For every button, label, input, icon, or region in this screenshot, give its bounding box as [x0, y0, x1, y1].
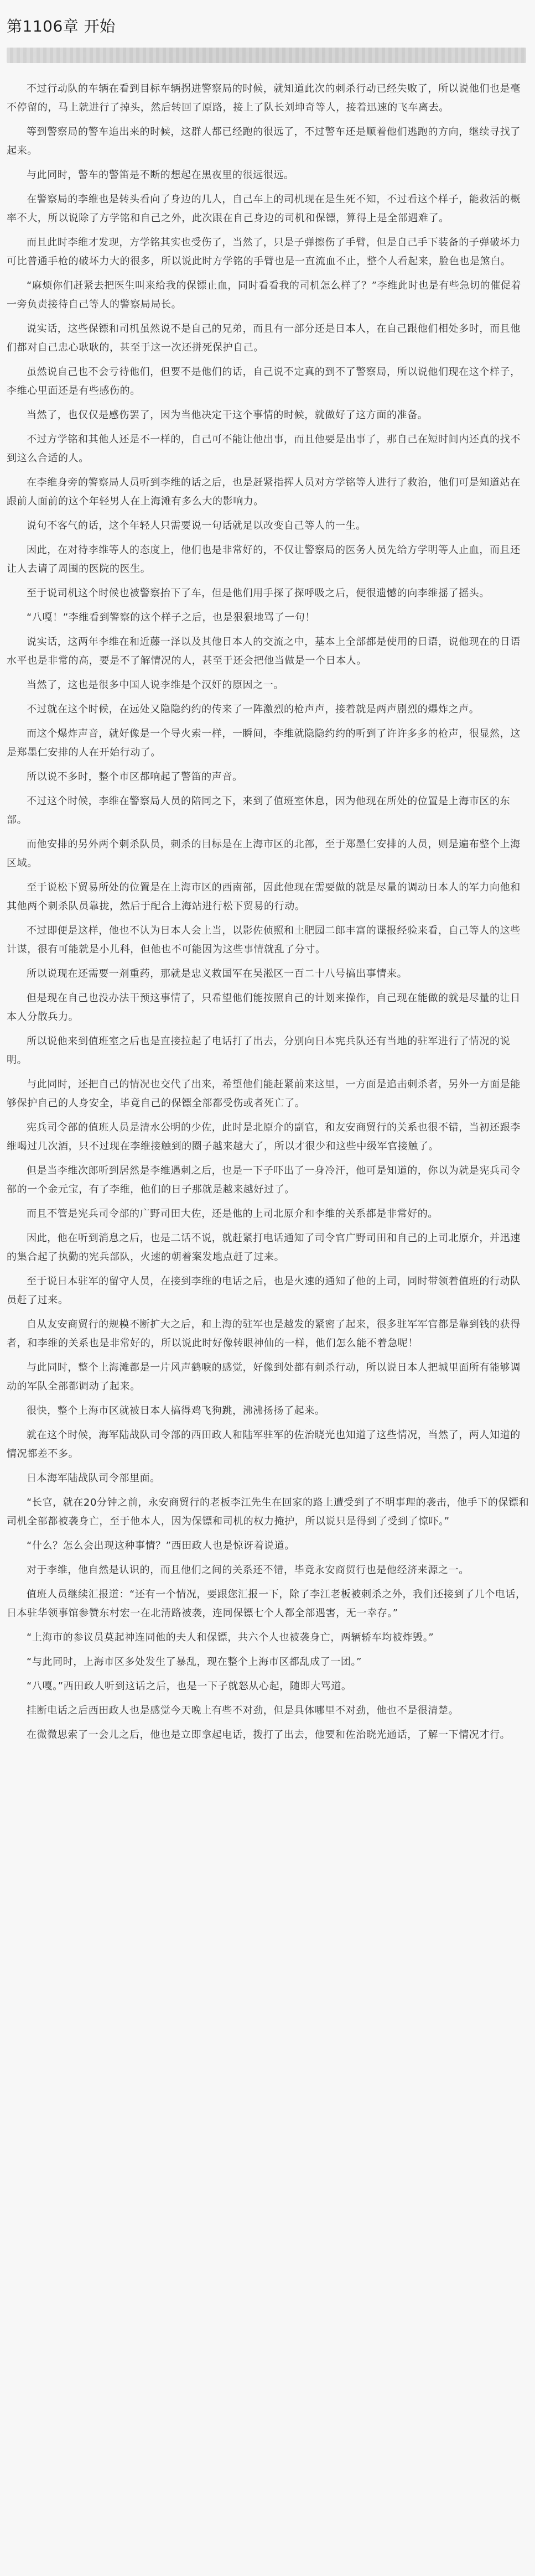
chapter-paragraph: 而且不管是宪兵司令部的广野司田大佐，还是他的上司北原介和李维的关系都是非常好的。: [27, 1208, 438, 1220]
chapter-paragraph: 日本海军陆战队司令部里面。: [27, 1472, 160, 1484]
chapter-paragraph: 而他安排的另外两个刺杀队员，刺杀的目标是在上海市区的北部，至于郑墨仁安排的人员，则是遍布整个上海区域。: [7, 839, 521, 869]
chapter-paragraph: 挂断电话之后西田政人也是感觉今天晚上有些不对劲，但是具体哪里不对劲，他也不是很清楚。: [27, 1705, 459, 1716]
chapter-paragraph: 当然了，也仅仅是感伤罢了，因为当他决定干这个事情的时候，就做好了这方面的准备。: [27, 409, 428, 421]
chapter-paragraph: “麻烦你们赶紧去把医生叫来给我的保镖止血，同时看看我的司机怎么样了？”李维此时也是有些急切的催促着一旁负责接待自己等人的警察局局长。: [7, 280, 522, 310]
chapter-paragraph: 当然了，这也是很多中国人说李维是个汉奸的原因之一。: [27, 679, 284, 691]
chapter-paragraph: 宪兵司令部的值班人员是清水公明的少佐，此时是北原介的副官，和友安商贸行的关系也很不错，当初还跟李维喝过几次酒，只不过现在李维接触到的圈子越来越大了，所以才很少和这些中级军官接触了。: [7, 1122, 521, 1152]
chapter-paragraph: 与此同时，还把自己的情况也交代了出来，希望他们能赶紧前来这里，一方面是追击刺杀者，另外一方面是能够保护自己的人身安全，毕竟自己的保镖全部都受伤或者死亡了。: [7, 1079, 521, 1109]
chapter-paragraph: 不过即便是这样，他也不认为日本人会上当，以影佐侦照和土肥园二郎丰富的谍报经验来看，自己等人的这些计谋，很有可能就是小儿科，但他也不可能因为这些事情就乱了分寸。: [7, 925, 521, 955]
chapter-title: 第1106章 开始: [7, 17, 116, 35]
chapter-paragraph: “什么？怎么会出现这种事情？”西田政人也是惊讶着说道。: [27, 1540, 295, 1552]
chapter-paragraph: 值班人员继续汇报道：“还有一个情况，要跟您汇报一下，除了李江老板被刺杀之外，我们还接到了几个电话，日本驻华领事馆参赞东村宏一在北清路被袭，连同保镖七个人都全部遇害，无一幸存。”: [7, 1589, 526, 1619]
chapter-paragraph: 所以说不多时，整个市区都响起了警笛的声音。: [27, 771, 243, 783]
chapter-paragraph: 不过就在这个时候，在远处又隐隐约约的传来了一阵激烈的枪声声，接着就是两声剧烈的爆炸之声。: [27, 704, 480, 715]
chapter-paragraph: 在李维身旁的警察局人员听到李维的话之后，也是赶紧指挥人员对方学铭等人进行了救治，他们可是知道站在跟前人面前的这个年轻男人在上海滩有多么大的影响力。: [7, 477, 521, 507]
chapter-paragraph: 不过方学铭和其他人还是不一样的，自己可不能让他出事，而且他要是出事了，那自己在短时间内还真的找不到这么合适的人。: [7, 434, 521, 464]
chapter-paragraph: 说句不客气的话，这个年轻人只需要说一句话就足以改变自己等人的一生。: [27, 520, 366, 532]
chapter-paragraph: “八嘎。”西田政人听到这话之后，也是一下子就怒从心起，随即大骂道。: [27, 1680, 352, 1692]
chapter-paragraph: 而且此时李维才发现，方学铭其实也受伤了，当然了，只是子弹擦伤了手臂，但是自己手下装备的子弹破坏力可比普通手枪的破坏力大的很多，所以说此时方学铭的手臂也是一直流血不止，整个人看起来，脸色也是煞白。: [7, 237, 521, 267]
chapter-paragraph: 说实话，这两年李维在和近藤一泽以及其他日本人的交流之中，基本上全部都是使用的日语，说他现在的日语水平也是非常的高，要是不了解情况的人，甚至于还会把他当做是一个日本人。: [7, 636, 521, 667]
chapter-paragraph: 虽然说自己也不会亏待他们，但要不是他们的话，自己说不定真的到不了警察局，所以说他们现在这个样子，李维心里面还是有些感伤的。: [7, 366, 521, 397]
chapter-paragraph: 不过这个时候，李维在警察局人员的陪同之下，来到了值班室休息，因为他现在所处的位置是上海市区的东部。: [7, 795, 511, 826]
chapter-paragraph: 因此，在对待李维等人的态度上，他们也是非常好的，不仅让警察局的医务人员先给方学明等人止血，而且还让人去请了周围的医院的医生。: [7, 544, 521, 575]
chapter-paragraph: 但是当李维次郎听到居然是李维遇刺之后，也是一下子吓出了一身冷汗，他可是知道的，你以为就是宪兵司令部的一个金元宝，有了李维，他们的日子那就是越来越好过了。: [7, 1165, 521, 1195]
chapter-paragraph: 在微微思索了一会儿之后，他也是立即拿起电话，拨打了出去，他要和佐治晓光通话，了解一下情况才行。: [27, 1729, 511, 1741]
chapter-paragraph: 很快，整个上海市区就被日本人搞得鸡飞狗跳，沸沸扬扬了起来。: [27, 1405, 325, 1417]
chapter-content: [7, 80, 529, 1745]
chapter-paragraph: 至于说司机这个时候也被警察抬下了车，但是他们用手探了探呼吸之后，便很遗憾的向李维摇了摇头。: [27, 587, 490, 599]
chapter-paragraph: 自从友安商贸行的规模不断扩大之后，和上海的驻军也是越发的紧密了起来，很多驻军军官都是靠到钱的获得者，和李维的关系也是非常好的，所以说此时好像转眼神仙的一样，他们怎么能不着急呢！: [7, 1319, 521, 1349]
chapter-paragraph: 因此，他在听到消息之后，也是二话不说，就赶紧打电话通知了司令官广野司田和自己的上司北原介，并迅速的集合起了执勤的宪兵部队，火速的朝着案发地点赶了过来。: [7, 1232, 521, 1263]
chapter-banner: [7, 48, 526, 63]
chapter-paragraph: 说实话，这些保镖和司机虽然说不是自己的兄弟，而且有一部分还是日本人，在自己跟他们相处多时，而且他们都对自己忠心耿耿的，甚至于这一次还拼死保护自己。: [7, 323, 521, 353]
chapter-paragraph: “与此同时，上海市区多处发生了暴乱，现在整个上海市区都乱成了一团。”: [27, 1656, 362, 1668]
chapter-paragraph: 而这个爆炸声音，就好像是一个导火索一样，一瞬间，李维就隐隐约约的听到了许许多多的枪声，很显然，这是郑墨仁安排的人在开始行动了。: [7, 728, 521, 758]
chapter-paragraph: 等到警察局的警车追出来的时候，这群人都已经跑的很远了，不过警车还是顺着他们逃跑的方向，继续寻找了起来。: [7, 126, 521, 157]
chapter-paragraph: 所以说现在还需要一剂重药，那就是忠义救国军在吴淞区一百二十八号搞出事情来。: [27, 968, 408, 980]
chapter-paragraph: 至于说日本驻军的留守人员，在接到李维的电话之后，也是火速的通知了他的上司，同时带领着值班的行动队员赶了过来。: [7, 1276, 521, 1306]
chapter-paragraph: 不过行动队的车辆在看到目标车辆拐进警察局的时候，就知道此次的刺杀行动已经失败了，所以说他们也是毫不停留的，马上就进行了掉头，然后转回了原路，接上了队长刘坤奇等人，接着迅速的飞车离去。: [7, 83, 521, 113]
chapter-paragraph: 与此同时，整个上海滩都是一片风声鹤唳的感觉，好像到处都有刺杀行动，所以说日本人把城里面所有能够调动的军队全部都调动了起来。: [7, 1362, 521, 1392]
chapter-paragraph: “长官，就在20分钟之前，永安商贸行的老板李江先生在回家的路上遭受到了不明事理的袭击，他手下的保镖和司机全部都被袭身亡，至于他本人，因为保镖和司机的权力掩护，所以说只是得到了受到了惊吓。”: [7, 1497, 529, 1527]
chapter-paragraph: “上海市的参议员莫起神连同他的夫人和保镖，共六个人也被袭身亡，两辆轿车均被炸毁。”: [27, 1632, 434, 1643]
chapter-paragraph: 与此同时，警车的警笛是不断的想起在黑夜里的很远很远。: [27, 169, 294, 181]
chapter-paragraph: 在警察局的李维也是转头看向了身边的几人，自己车上的司机现在是生死不知，不过看这个样子，能救活的概率不大，所以说除了方学铭和自己之外，此次跟在自己身边的司机和保镖，算得上是全部遇难了。: [7, 194, 521, 224]
chapter-paragraph: 所以说他来到值班室之后也是直接拉起了电话打了出去，分别向日本宪兵队还有当地的驻军进行了情况的说明。: [7, 1035, 511, 1066]
chapter-paragraph: 至于说松下贸易所处的位置是在上海市区的西南部，因此他现在需要做的就是尽量的调动日本人的军力向他和其他两个刺杀队员靠拢，然后于配合上海站进行松下贸易的行动。: [7, 882, 521, 912]
chapter-paragraph: 但是现在自己也没办法干预这事情了，只希望他们能按照自己的计划来操作，自己现在能做的就是尽量的让日本人分散兵力。: [7, 992, 521, 1023]
chapter-paragraph: 就在这个时候，海军陆战队司令部的西田政人和陆军驻军的佐治晓光也知道了这些情况，当然了，两人知道的情况都差不多。: [7, 1429, 521, 1460]
chapter-paragraph: “八嘎！”李维看到警察的这个样子之后，也是狠狠地骂了一句！: [27, 612, 316, 623]
chapter-paragraph: 对于李维，他自然是认识的，而且他们之间的关系还不错，毕竟永安商贸行也是他经济来源之一。: [27, 1564, 469, 1576]
